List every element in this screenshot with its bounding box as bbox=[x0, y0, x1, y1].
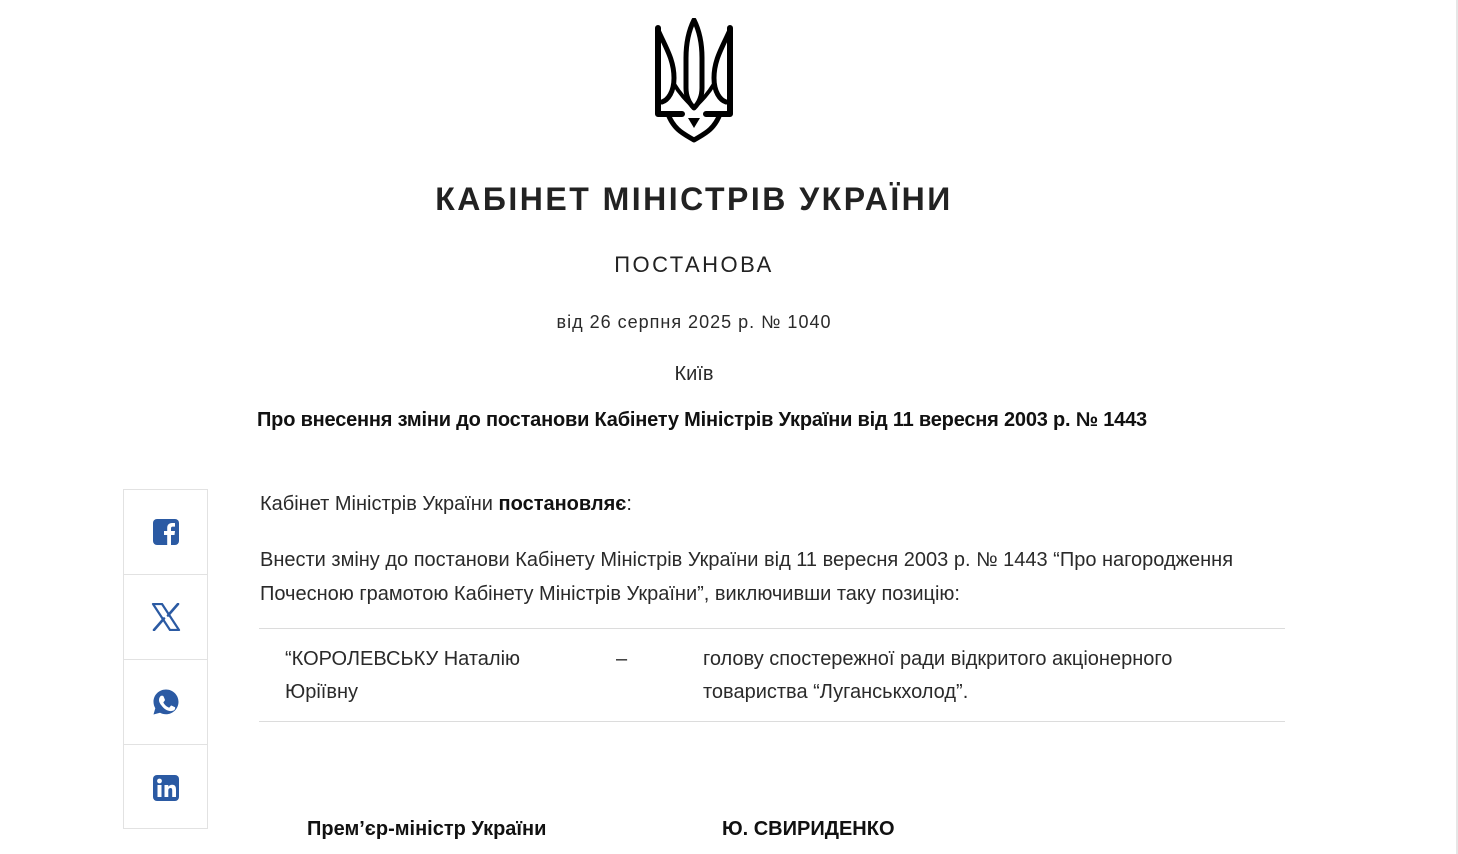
amendment-paragraph: Внести зміну до постанови Кабінету Міністрів України від 11 вересня 2003 р. № 1443 “Про нагородження Почесною грамотою Кабінету Міністрів України”, виключивши таку позицію: bbox=[260, 549, 1234, 605]
share-panel bbox=[123, 489, 208, 829]
amendment-person-position: голову спостережної ради відкритого акціонерного товариства “Луганськхолод”. bbox=[703, 648, 1173, 703]
document-city: Київ bbox=[674, 363, 714, 385]
amendment-person-name: “КОРОЛЕВСЬКУ Наталію Юріївну bbox=[285, 648, 521, 703]
trident-coat-of-arms-icon bbox=[652, 18, 736, 144]
lead-text: Кабінет Міністрів України bbox=[260, 493, 499, 515]
amendment-dash: – bbox=[616, 648, 628, 670]
organization-title: КАБІНЕТ МІНІСТРІВ УКРАЇНИ bbox=[435, 181, 953, 217]
lead-suffix: : bbox=[626, 493, 632, 515]
share-linkedin-button[interactable] bbox=[124, 745, 207, 830]
share-whatsapp-button[interactable] bbox=[124, 660, 207, 745]
lead-sentence bbox=[260, 493, 632, 516]
signature-title: Прем’єр-міністр України bbox=[307, 818, 547, 840]
facebook-icon bbox=[152, 518, 180, 546]
x-twitter-icon bbox=[151, 603, 181, 631]
document-title: Про внесення зміни до постанови Кабінету Міністрів України від 11 вересня 2003 р. № 1443 bbox=[257, 409, 1147, 431]
document-type: ПОСТАНОВА bbox=[614, 252, 774, 277]
lead-bold-decree: постановляє bbox=[498, 493, 627, 515]
share-facebook-button[interactable] bbox=[124, 490, 207, 575]
document-date-number: від 26 серпня 2025 р. № 1040 bbox=[556, 312, 832, 332]
linkedin-icon bbox=[152, 774, 180, 802]
amendment-table bbox=[259, 628, 1285, 722]
share-x-button[interactable] bbox=[124, 575, 207, 660]
signature-name: Ю. СВИРИДЕНКО bbox=[722, 818, 895, 840]
whatsapp-icon bbox=[152, 688, 180, 716]
